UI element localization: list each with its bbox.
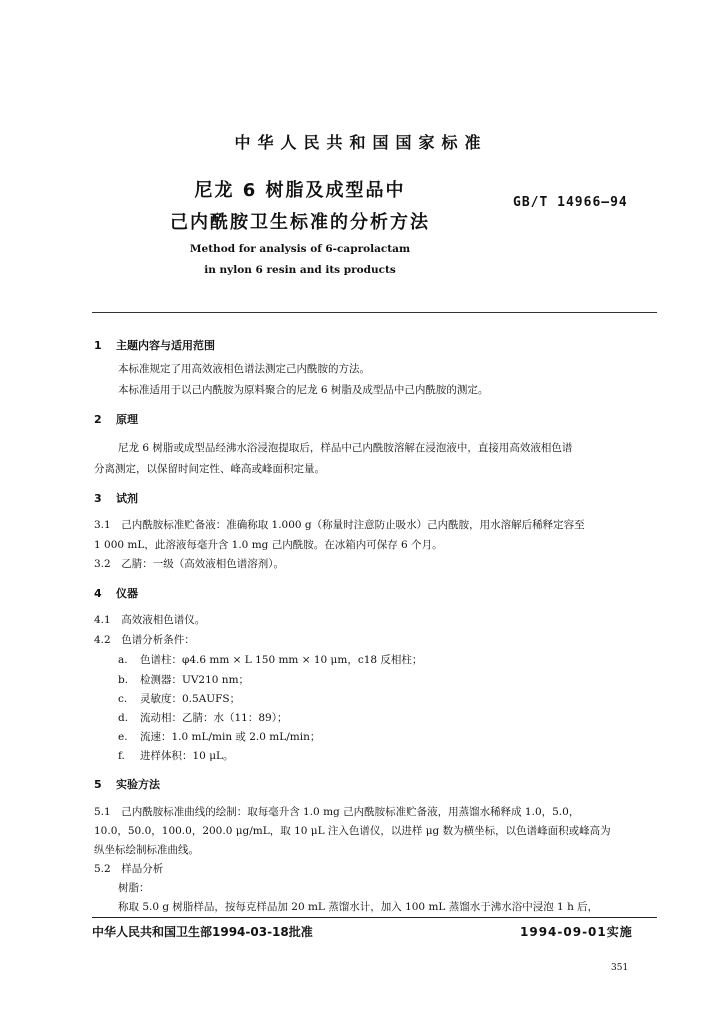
section-1-paragraph-2: 本标准适用于以己内酰胺为原料聚合的尼龙 6 树脂及成型品中己内酰胺的测定。: [118, 384, 489, 396]
section-3-1-line-1: 3.1 己内酰胺标准贮备液：准确称取 1.000 g（称量时注意防止吸水）己内酰胺，用水溶解后稀释定容至: [94, 519, 585, 531]
title-line-2: 己内酰胺卫生标准的分析方法: [170, 212, 430, 233]
section-1-heading: 1 主题内容与适用范围: [94, 339, 215, 352]
section-5-2-resin-label: 树脂：: [118, 882, 150, 894]
page-number: 351: [611, 963, 629, 973]
section-2-line-2: 分离测定，以保留时间定性、峰高或峰面积定量。: [94, 463, 325, 475]
section-5-2-line-1: 称取 5.0 g 树脂样品，按每克样品加 20 mL 蒸馏水计，加入 100 mL 蒸馏水于沸水浴中浸泡 1 h 后，: [118, 901, 599, 913]
footer-divider: [92, 917, 657, 918]
document-header: 中华人民共和国国家标准: [234, 133, 488, 152]
section-4-2: 4.2 色谱分析条件：: [94, 634, 195, 646]
section-5-1-line-3: 纵坐标绘制标准曲线。: [94, 844, 199, 856]
section-2-line-1: 尼龙 6 树脂或成型品经沸水浴浸泡提取后，样品中己内酰胺溶解在浸泡液中，直接用高效液相色谱: [118, 442, 573, 454]
section-1-paragraph-1: 本标准规定了用高效液相色谱法测定己内酰胺的方法。: [118, 363, 370, 375]
condition-item: f. 进样体积：10 μL。: [118, 750, 234, 762]
title-line-1: 尼龙 6 树脂及成型品中: [194, 180, 406, 201]
section-5-heading: 5 实验方法: [94, 778, 160, 791]
top-divider: [92, 312, 657, 313]
english-title-line-1: Method for analysis of 6-caprolactam: [189, 243, 411, 255]
approval-note: 中华人民共和国卫生部1994-03-18批准: [92, 925, 313, 939]
condition-item: b. 检测器：UV210 nm；: [118, 674, 250, 686]
condition-item: a. 色谱柱：φ4.6 mm × L 150 mm × 10 μm，c18 反相柱；: [118, 654, 423, 666]
section-2-heading: 2 原理: [94, 413, 138, 426]
section-4-heading: 4 仪器: [94, 587, 138, 600]
implementation-date: 1994-09-01实施: [520, 925, 633, 939]
condition-item: d. 流动相：乙腈：水（11：89）；: [118, 712, 288, 724]
section-5-1-line-1: 5.1 己内酰胺标准曲线的绘制：取每毫升含 1.0 mg 己内酰胺标准贮备液，用蒸馏水稀释成 1.0，5.0，: [94, 806, 580, 818]
section-3-2: 3.2 乙腈：一级（高效液相色谱溶剂）。: [94, 558, 284, 570]
condition-item: e. 流速：1.0 mL/min 或 2.0 mL/min；: [118, 731, 321, 743]
english-title-line-2: in nylon 6 resin and its products: [204, 264, 396, 276]
section-5-1-line-2: 10.0，50.0，100.0，200.0 μg/mL，取 10 μL 注入色谱仪，以进样 μg 数为横坐标，以色谱峰面积或峰高为: [94, 825, 611, 837]
section-3-heading: 3 试剂: [94, 492, 138, 505]
section-4-1: 4.1 高效液相色谱仪。: [94, 614, 206, 626]
condition-item: c. 灵敏度：0.5AUFS；: [118, 693, 241, 705]
standard-code: GB/T 14966—94: [513, 195, 628, 210]
section-5-2-heading: 5.2 样品分析: [94, 863, 164, 875]
section-3-1-line-2: 1 000 mL，此溶液每毫升含 1.0 mg 己内酰胺。在冰箱内可保存 6 个月。: [94, 539, 443, 551]
